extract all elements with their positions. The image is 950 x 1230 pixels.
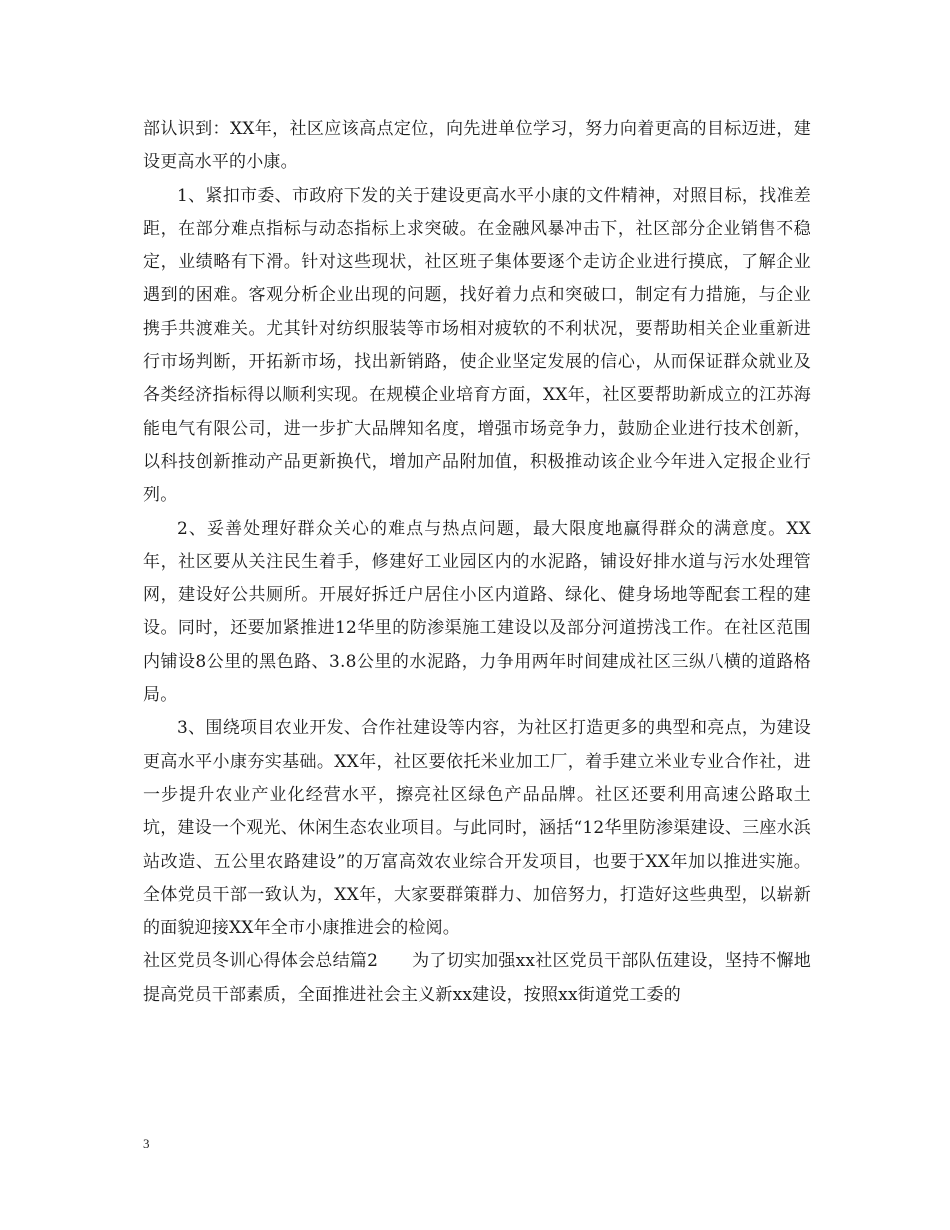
- paragraph-continuation: 部认识到：XX年，社区应该高点定位，向先进单位学习，努力向着更高的目标迈进，建设更高水平的小康。: [143, 119, 811, 173]
- page-number: 3: [143, 1136, 150, 1151]
- paragraph-item-3: 3、围绕项目农业开发、合作社建设等内容，为社区打造更多的典型和亮点，为建设更高水平小康夯实基础。XX年，社区要依托米业加工厂，着手建立米业专业合作社，进一步提升农业产业化经营水平，擦亮社区绿色产品品牌。社区还要利用高速公路取土坑，建设一个观光、休闲生态农业项目。与此同时，涵括“12华里防渗渠建设、三座水浜站改造、五公里农路建设”的万富高效农业综合开发项目，也要于XX年加以推进实施。全体党员干部一致认为，XX年，大家要群策群力、加倍努力，打造好这些典型，以崭新的面貌迎接XX年全市小康推进会的检阅。: [143, 718, 811, 939]
- paragraph-item-1: 1、紧扣市委、市政府下发的关于建设更高水平小康的文件精神，对照目标，找准差距，在部分难点指标与动态指标上求突破。在金融风暴冲击下，社区部分企业销售不稳定，业绩略有下滑。针对这些现状，社区班子集体要逐个走访企业进行摸底，了解企业遇到的困难。客观分析企业出现的问题，找好着力点和突破口，制定有力措施，与企业携手共渡难关。尤其针对纺织服装等市场相对疲软的不利状况，要帮助相关企业重新进行市场判断，开拓新市场，找出新销路，使企业坚定发展的信心，从而保证群众就业及各类经济指标得以顺利实现。在规模企业培育方面，XX年，社区要帮助新成立的江苏海能电气有限公司，进一步扩大品牌知名度，增强市场竞争力，鼓励企业进行技术创新，以科技创新推动产品更新换代，增加产品附加值，积极推动该企业今年进入定报企业行列。: [143, 185, 811, 506]
- body-text: [143, 113, 811, 1012]
- section-paragraph: [143, 945, 811, 1012]
- section-heading: 社区党员冬训心得体会总结篇2: [143, 951, 379, 972]
- paragraph-item-2: 2、妥善处理好群众关心的难点与热点问题，最大限度地赢得群众的满意度。XX年，社区要从关注民生着手，修建好工业园区内的水泥路，铺设好排水道与污水处理管网，建设好公共厕所。开展好拆迁户居住小区内道路、绿化、健身场地等配套工程的建设。同时，还要加紧推进12华里的防渗渠施工建设以及部分河道捞浅工作。在社区范围内铺设8公里的黑色路、3.8公里的水泥路，力争用两年时间建成社区三纵八横的道路格局。: [143, 518, 811, 706]
- section-body: 为了切实加强xx社区党员干部队伍建设，坚持不懈地提高党员干部素质，全面推进社会主义新xx建设，按照xx街道党工委的: [143, 951, 811, 1005]
